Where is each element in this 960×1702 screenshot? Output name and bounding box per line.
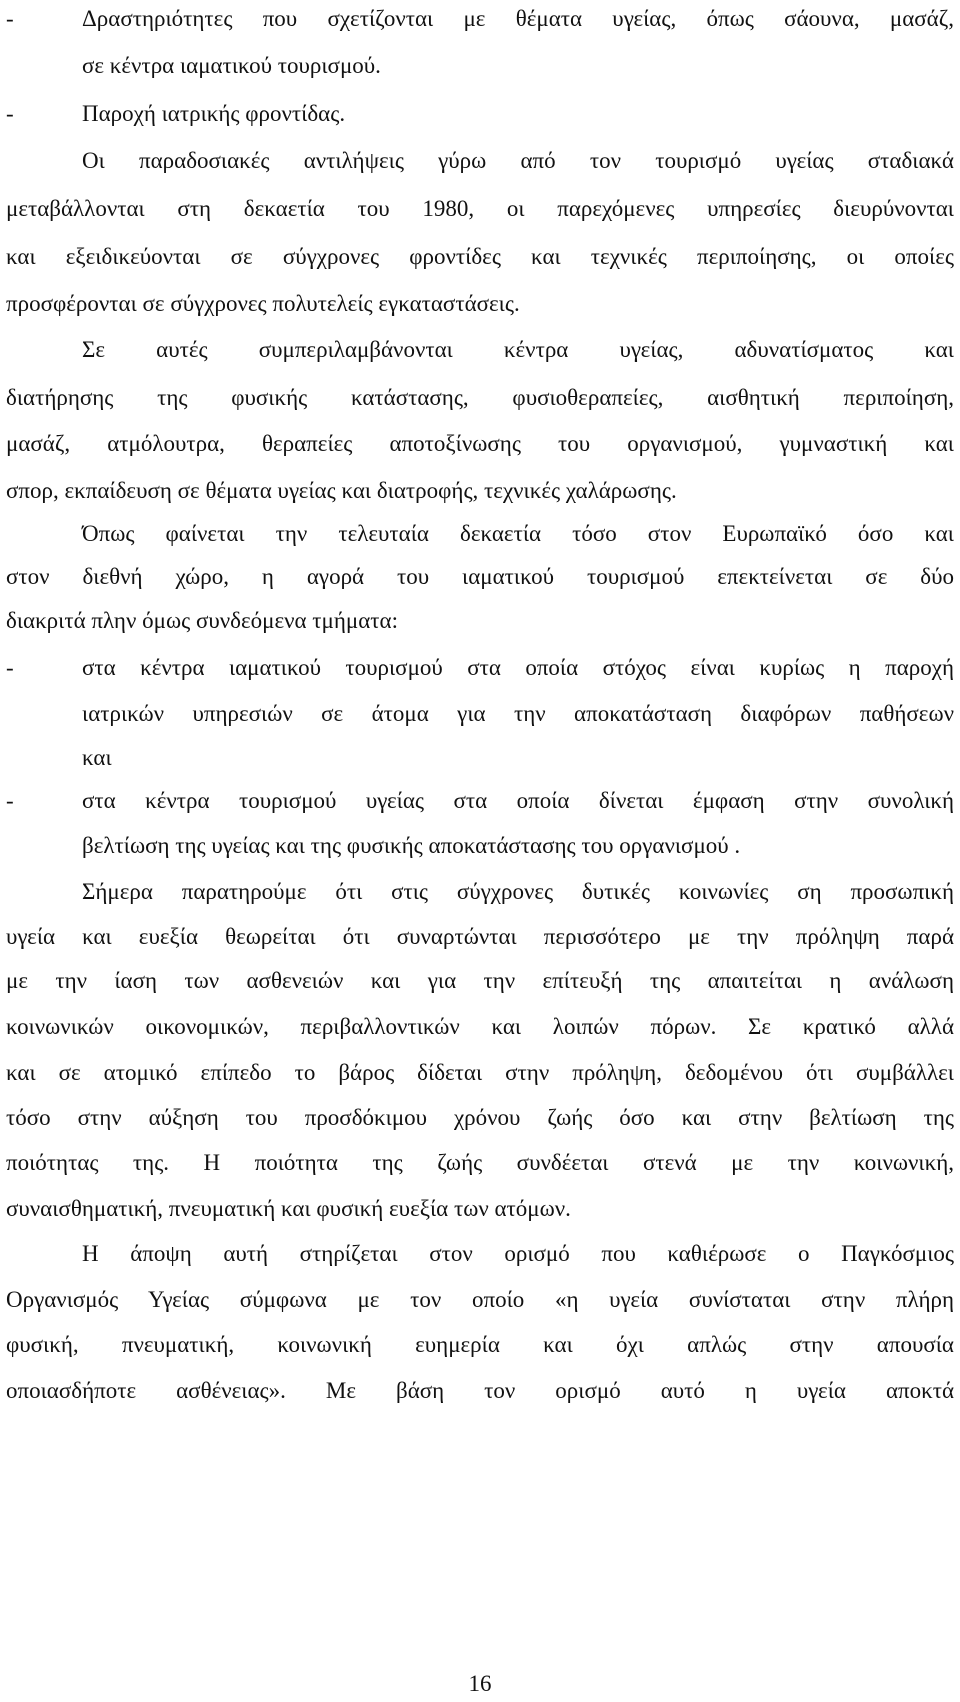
- paragraph-line: στον διεθνή χώρο, η αγορά του ιαματικού τουρισμού επεκτείνεται σε δύο: [6, 564, 954, 589]
- paragraph-line: διακριτά πλην όμως συνδεόμενα τμήματα:: [6, 608, 398, 633]
- paragraph-line: Όπως φαίνεται την τελευταία δεκαετία τόσο στον Ευρωπαϊκό όσο και: [82, 521, 954, 546]
- list-item-line: στα κέντρα ιαματικού τουρισμού στα οποία στόχος είναι κυρίως η παροχή: [82, 655, 954, 680]
- paragraph-line: προσφέρονται σε σύγχρονες πολυτελείς εγκαταστάσεις.: [6, 291, 520, 316]
- bullet-dash: -: [6, 788, 14, 813]
- bullet-dash: -: [6, 101, 14, 126]
- paragraph-line: διατήρησης της φυσικής κατάστασης, φυσιοθεραπείες, αισθητική περιποίηση,: [6, 385, 954, 410]
- paragraph-line: συναισθηματική, πνευματική και φυσική ευεξία των ατόμων.: [6, 1196, 571, 1221]
- list-item-line: στα κέντρα τουρισμού υγείας στα οποία δίνεται έμφαση στην συνολική: [82, 788, 954, 813]
- paragraph-line: ποιότητας της. Η ποιότητα της ζωής συνδέεται στενά με την κοινωνική,: [6, 1150, 954, 1175]
- list-item-line: ιατρικών υπηρεσιών σε άτομα για την αποκατάσταση διαφόρων παθήσεων: [82, 701, 954, 726]
- list-item-line: και: [82, 745, 112, 770]
- paragraph-line: τόσο στην αύξηση του προσδόκιμου χρόνου ζωής όσο και στην βελτίωση της: [6, 1105, 954, 1130]
- paragraph-line: φυσική, πνευματική, κοινωνική ευημερία και όχι απλώς στην απουσία: [6, 1332, 954, 1357]
- list-item-line: Δραστηριότητες που σχετίζονται με θέματα υγείας, όπως σάουνα, μασάζ,: [82, 6, 954, 31]
- paragraph-line: και εξειδικεύονται σε σύγχρονες φροντίδες και τεχνικές περιποίησης, οι οποίες: [6, 244, 954, 269]
- paragraph-line: σπορ, εκπαίδευση σε θέματα υγείας και διατροφής, τεχνικές χαλάρωσης.: [6, 478, 677, 503]
- paragraph-line: μεταβάλλονται στη δεκαετία του 1980, οι παρεχόμενες υπηρεσίες διευρύνονται: [6, 196, 954, 221]
- paragraph-line: κοινωνικών οικονομικών, περιβαλλοντικών και λοιπών πόρων. Σε κρατικό αλλά: [6, 1014, 954, 1039]
- paragraph-line: και σε ατομικό επίπεδο το βάρος δίδεται στην πρόληψη, δεδομένου ότι συμβάλλει: [6, 1060, 954, 1085]
- bullet-dash: -: [6, 655, 14, 680]
- list-item-line: σε κέντρα ιαματικού τουρισμού.: [82, 53, 381, 78]
- page-number: 16: [468, 1671, 492, 1696]
- paragraph-line: οποιασδήποτε ασθένειας». Με βάση τον ορισμό αυτό η υγεία αποκτά: [6, 1378, 954, 1403]
- list-item-line: Παροχή ιατρικής φροντίδας.: [82, 101, 346, 126]
- paragraph-line: Οργανισμός Υγείας σύμφωνα με τον οποίο «η υγεία συνίσταται στην πλήρη: [6, 1287, 954, 1312]
- paragraph-line: μασάζ, ατμόλουτρα, θεραπείες αποτοξίνωσης του οργανισμού, γυμναστική και: [6, 431, 954, 456]
- paragraph-line: με την ίαση των ασθενειών και για την επίτευξή της απαιτείται η ανάλωση: [6, 968, 954, 993]
- paragraph-line: Η άποψη αυτή στηρίζεται στον ορισμό που καθιέρωσε ο Παγκόσμιος: [82, 1241, 954, 1266]
- paragraph-line: Σε αυτές συμπεριλαμβάνονται κέντρα υγείας, αδυνατίσματος και: [82, 337, 954, 362]
- paragraph-line: υγεία και ευεξία θεωρείται ότι συναρτώνται περισσότερο με την πρόληψη παρά: [6, 924, 954, 949]
- bullet-dash: -: [6, 6, 14, 31]
- paragraph-line: Οι παραδοσιακές αντιλήψεις γύρω από τον τουρισμό υγείας σταδιακά: [82, 148, 954, 173]
- list-item-line: βελτίωση της υγείας και της φυσικής αποκατάστασης του οργανισμού .: [82, 833, 741, 858]
- paragraph-line: Σήμερα παρατηρούμε ότι στις σύγχρονες δυτικές κοινωνίες ση προσωπική: [82, 879, 954, 904]
